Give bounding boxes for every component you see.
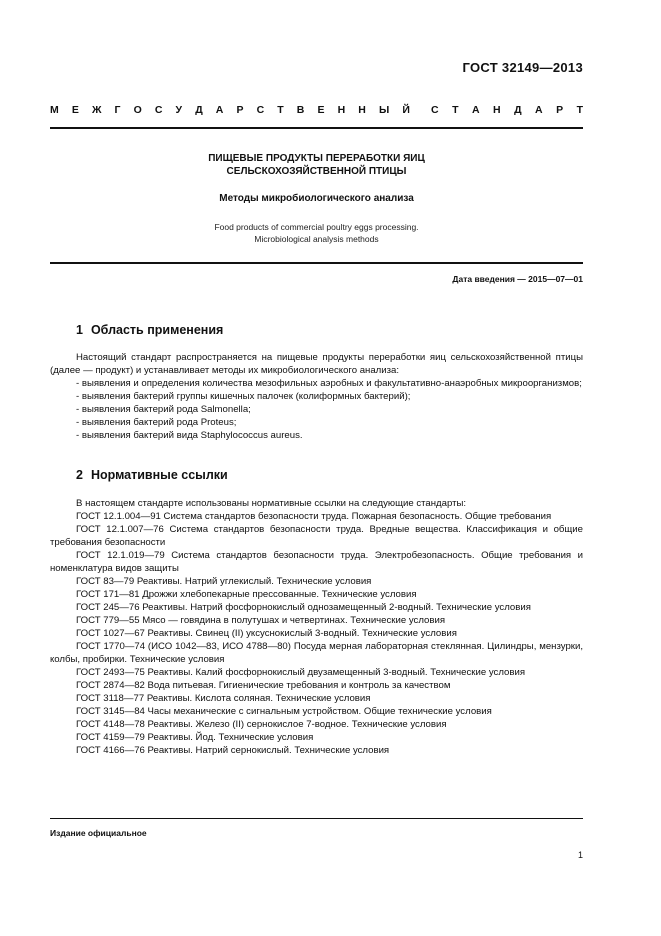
reference-item: ГОСТ 245—76 Реактивы. Натрий фосфорнокислый однозамещенный 2-водный. Технические условия (76, 602, 531, 613)
banner-letter: Ы (378, 104, 390, 116)
english-title-line-1: Food products of commercial poultry eggs processing. (214, 222, 419, 232)
section-2-heading (76, 468, 228, 482)
title-rule (50, 262, 583, 264)
banner-letter: Р (236, 104, 244, 116)
reference-item: ГОСТ 2874—82 Вода питьевая. Гигиенические требования и контроль за качеством (76, 680, 451, 691)
banner-letter: У (175, 104, 183, 116)
banner-word-interstate (50, 104, 410, 116)
banner-letter: Р (556, 104, 564, 116)
banner-letter: А (215, 104, 224, 116)
english-title (50, 221, 583, 245)
reference-item: ГОСТ 1770—74 (ИСО 1042—83, ИСО 4788—80) Посуда мерная лабораторная стеклянная. Цилиндры, мензурки, колбы, пробирки. Технические условия (50, 641, 583, 665)
banner-letter: А (471, 104, 480, 116)
reference-item: ГОСТ 12.1.019—79 Система стандартов безопасности труда. Электробезопасность. Общие требования и номенклатура видов защиты (50, 550, 583, 574)
section-1-heading (76, 323, 223, 337)
reference-item: ГОСТ 3118—77 Реактивы. Кислота соляная. Технические условия (76, 693, 371, 704)
section-2-number: 2 (76, 468, 83, 482)
reference-item: ГОСТ 12.1.004—91 Система стандартов безопасности труда. Пожарная безопасность. Общие требования (76, 511, 552, 522)
footer-rule (50, 818, 583, 819)
reference-item: ГОСТ 2493—75 Реактивы. Калий фосфорнокислый двузамещенный 3-водный. Технические условия (76, 667, 526, 678)
gost-code: ГОСТ 32149—2013 (462, 60, 583, 75)
banner-letter: Г (114, 104, 121, 116)
banner-letter: Н (358, 104, 366, 116)
scope-item: - выявления бактерий группы кишечных палочек (колиформных бактерий); (76, 391, 411, 402)
banner-letter: О (133, 104, 142, 116)
section-1-title: Область применения (90, 323, 224, 337)
scope-item: - выявления бактерий вида Staphylococcus aureus. (76, 430, 303, 441)
banner-letter: В (296, 104, 305, 116)
scope-item: - выявления и определения количества мезофильных аэробных и факультативно-анаэробных микроорганизмов; (76, 378, 582, 389)
scope-item: - выявления бактерий рода Salmonella; (76, 404, 251, 415)
banner-letter: Н (337, 104, 346, 116)
banner-word-standard (431, 104, 583, 116)
document-title (50, 152, 583, 178)
banner-letter: Т (576, 104, 583, 116)
banner-letter: Д (195, 104, 203, 116)
banner-letter: Н (493, 104, 501, 116)
reference-item: ГОСТ 4159—79 Реактивы. Йод. Технические условия (76, 732, 314, 743)
banner-letter: Е (71, 104, 79, 116)
header-rule (50, 127, 583, 129)
reference-item: ГОСТ 12.1.007—76 Система стандартов безопасности труда. Вредные вещества. Классификация и общие требования безопасности (50, 524, 583, 548)
banner-letter: Ж (91, 104, 102, 116)
section-1-number: 1 (76, 323, 83, 337)
banner-letter: С (154, 104, 163, 116)
title-line-2: СЕЛЬСКОХОЗЯЙСТВЕННОЙ ПТИЦЫ (226, 166, 407, 177)
reference-item: ГОСТ 1027—67 Реактивы. Свинец (II) уксуснокислый 3-водный. Технические условия (76, 628, 457, 639)
reference-item: ГОСТ 3145—84 Часы механические с сигнальным устройством. Общие технические условия (76, 706, 492, 717)
reference-item: ГОСТ 83—79 Реактивы. Натрий углекислый. Технические условия (76, 576, 372, 587)
banner-letter: Е (317, 104, 325, 116)
references-lead: В настоящем стандарте использованы нормативные ссылки на следующие стандарты: (76, 498, 467, 509)
banner-letter: С (431, 104, 439, 116)
standard-banner (50, 104, 583, 116)
reference-item: ГОСТ 4166—76 Реактивы. Натрий сернокислый. Технические условия (76, 745, 390, 756)
banner-letter: Й (402, 104, 410, 116)
reference-item: ГОСТ 4148—78 Реактивы. Железо (II) сернокислое 7-водное. Технические условия (76, 719, 447, 730)
banner-letter: А (535, 104, 543, 116)
banner-letter: Д (514, 104, 522, 116)
reference-item: ГОСТ 779—55 Мясо — говядина в полутушах и четвертинах. Технические условия (76, 615, 446, 626)
banner-letter: М (50, 104, 59, 116)
section-1-body (50, 351, 583, 442)
reference-item: ГОСТ 171—81 Дрожжи хлебопекарные прессованные. Технические условия (76, 589, 417, 600)
banner-letter: Т (277, 104, 284, 116)
section-2-body (50, 497, 583, 757)
introduction-date: Дата введения — 2015—07—01 (452, 274, 583, 284)
section-2-title: Нормативные ссылки (90, 468, 228, 482)
document-subtitle: Методы микробиологического анализа (219, 193, 414, 204)
scope-item: - выявления бактерий рода Proteus; (76, 417, 237, 428)
official-edition-label: Издание официальное (50, 828, 147, 838)
banner-letter: Т (452, 104, 459, 116)
page-number: 1 (577, 850, 583, 860)
scope-paragraph: Настоящий стандарт распространяется на пищевые продукты переработки яиц сельскохозяйственной птицы (далее — продукт) и устанавливает методы их микробиологического анализа: (50, 352, 583, 376)
title-line-1: ПИЩЕВЫЕ ПРОДУКТЫ ПЕРЕРАБОТКИ ЯИЦ (208, 153, 425, 164)
banner-letter: С (256, 104, 265, 116)
english-title-line-2: Microbiological analysis methods (254, 234, 379, 244)
